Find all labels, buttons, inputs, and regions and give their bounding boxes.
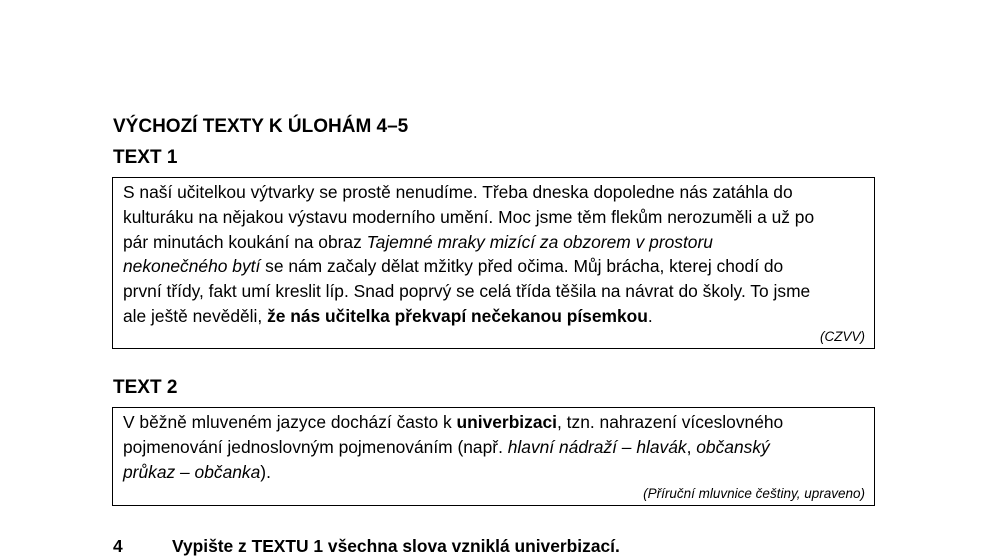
text-run: , xyxy=(686,436,697,457)
emphasis-italic: nekonečného bytí xyxy=(123,256,261,277)
emphasis-bold: že nás učitelka překvapí nečekanou písemkou xyxy=(267,305,648,326)
text-line xyxy=(123,460,866,485)
text2-box xyxy=(112,407,875,506)
text1-heading: TEXT 1 xyxy=(113,147,178,168)
text2-paragraph xyxy=(123,410,866,484)
text-line xyxy=(123,230,866,255)
emphasis-italic: hlavní nádraží – hlavák xyxy=(507,436,687,457)
text-line xyxy=(123,205,866,230)
text2-heading: TEXT 2 xyxy=(113,377,178,398)
text1-source: (CZVV) xyxy=(820,329,865,344)
text-run: první třídy, fakt umí kreslit líp. Snad poprvý se celá třída těšila na návrat do školy. To jsme xyxy=(123,281,811,302)
task-number: 4 xyxy=(113,536,123,556)
text-line xyxy=(123,435,866,460)
text-run: . xyxy=(647,305,653,326)
text-run: ). xyxy=(260,461,271,482)
text-line xyxy=(123,279,866,304)
text-line xyxy=(123,410,866,435)
text2-source: (Příruční mluvnice češtiny, upraveno) xyxy=(643,486,865,501)
emphasis-italic: občanský xyxy=(696,436,770,457)
text1-paragraph xyxy=(123,180,866,329)
task-text: Vypište z TEXTU 1 všechna slova vzniklá univerbizací. xyxy=(172,536,620,556)
emphasis-italic: průkaz – občanka xyxy=(123,461,261,482)
section-heading: VÝCHOZÍ TEXTY K ÚLOHÁM 4–5 xyxy=(113,116,409,137)
text1-box xyxy=(112,177,875,349)
emphasis-bold: univerbizaci xyxy=(456,412,558,432)
text-run: pár minutách koukání na obraz xyxy=(123,231,367,252)
text-run: kulturáku na nějakou výstavu moderního umění. Moc jsme těm flekům nerozuměli a už po xyxy=(123,206,815,227)
text-run: pojmenování jednoslovným pojmenováním (např. xyxy=(123,436,508,457)
text-line xyxy=(123,254,866,279)
text-run: V běžně mluveném jazyce dochází často k xyxy=(123,412,457,432)
text-run: ale ještě nevěděli, xyxy=(123,305,268,326)
text-line xyxy=(123,180,866,205)
emphasis-italic: Tajemné mraky mizící za obzorem v prostoru xyxy=(366,231,713,252)
text-run: se nám začaly dělat mžitky před očima. Můj brácha, kterej chodí do xyxy=(260,256,784,277)
text-line xyxy=(123,304,866,329)
text-run: S naší učitelkou výtvarky se prostě nenudíme. Třeba dneska dopoledne nás zatáhla do xyxy=(123,182,793,202)
text-run: , tzn. nahrazení víceslovného xyxy=(557,412,784,432)
